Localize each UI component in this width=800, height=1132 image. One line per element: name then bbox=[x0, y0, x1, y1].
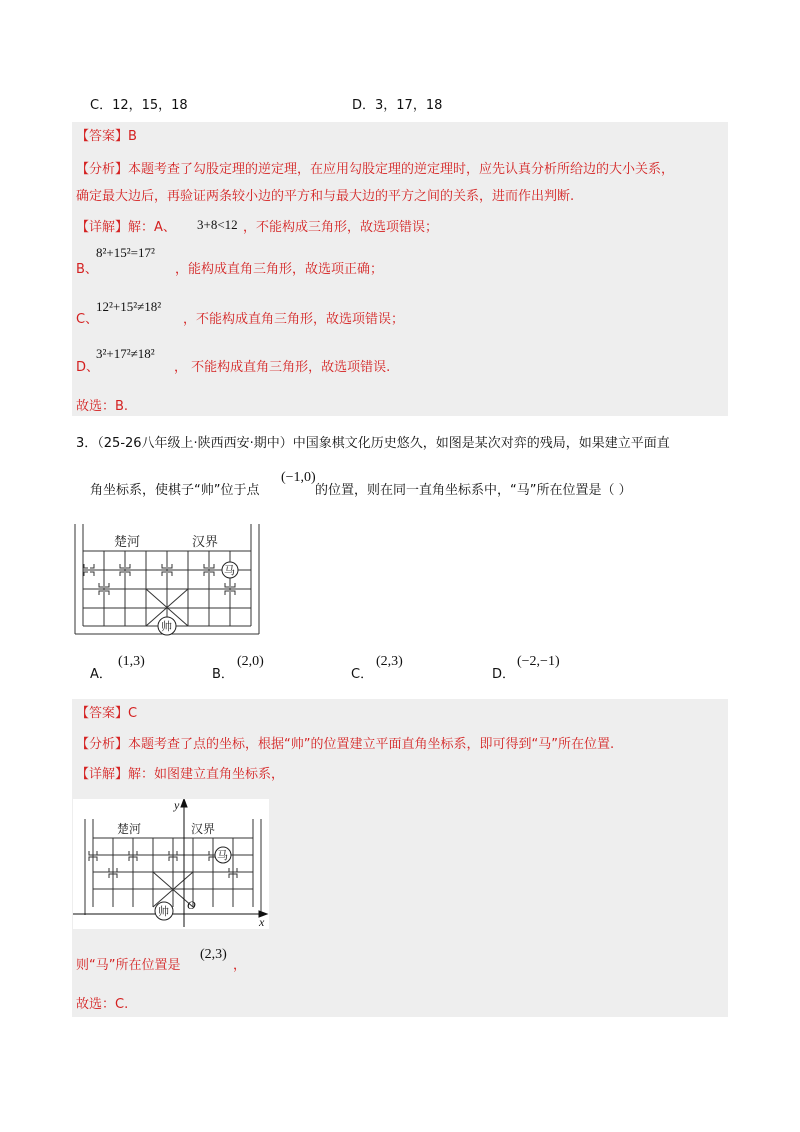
q3-stem-line2b: 的位置，则在同一直角坐标系中，“马”所在位置是（ ） bbox=[315, 483, 632, 498]
analysis-tag: 【分析】 bbox=[76, 162, 129, 177]
detail-tag: 【详解】 bbox=[76, 220, 129, 235]
q3-stem-line1: 3．（25-26八年级上·陕西西安·期中）中国象棋文化历史悠久，如图是某次对弈的残局，如果建立平面直 bbox=[76, 436, 670, 451]
answer-value: B bbox=[128, 129, 137, 144]
detail-c-label: C、 bbox=[76, 312, 99, 327]
option-c-prev: C．12，15，18 bbox=[90, 98, 188, 113]
q3-answer-row bbox=[76, 705, 137, 723]
coordinate-figure bbox=[73, 799, 269, 929]
analysis-text: 本题考查了勾股定理的逆定理，在应用勾股定理的逆定理时，应先认真分析所给边的大小关系， bbox=[128, 162, 675, 177]
y-axis-arrow bbox=[181, 799, 187, 807]
q3-option-c-value: (2,3) bbox=[376, 654, 403, 669]
q3-option-b-value: (2,0) bbox=[237, 654, 264, 669]
river-right-label-2: 汉界 bbox=[191, 822, 216, 836]
ma-piece-label-2: 马 bbox=[217, 850, 228, 862]
shuai-piece-label-2: 帅 bbox=[158, 906, 169, 918]
x-axis-label: x bbox=[259, 915, 265, 929]
detail-d-label: D、 bbox=[76, 360, 100, 375]
position-markers bbox=[84, 564, 235, 595]
origin-label: O bbox=[187, 898, 196, 912]
q3-result-a: 则“马”所在位置是 bbox=[76, 958, 181, 973]
q3-option-b-label: B． bbox=[212, 667, 234, 682]
q2-analysis-line2: 确定最大边后，再验证两条较小边的平方和与最大边的平方之间的关系，进而作出判断. bbox=[76, 189, 575, 204]
detail-a-text: ，不能构成三角形，故选项错误； bbox=[243, 220, 439, 235]
detail-intro: 解：A、 bbox=[128, 220, 176, 235]
detail-d-text: ， 不能构成直角三角形，故选项错误. bbox=[174, 360, 391, 375]
q2-conclusion: 故选：B. bbox=[76, 399, 129, 414]
y-axis-label: y bbox=[174, 799, 180, 812]
math-a: 3+8<12 bbox=[197, 217, 238, 232]
q3-analysis bbox=[76, 736, 614, 754]
analysis-text: 本题考查了点的坐标，根据“帅”的位置建立平面直角坐标系，即可得到“马”所在位置. bbox=[128, 737, 615, 752]
answer-value: C bbox=[128, 706, 138, 721]
q3-stem-point: (−1,0) bbox=[281, 470, 316, 485]
q3-conclusion: 故选：C. bbox=[76, 997, 129, 1012]
answer-tag: 【答案】 bbox=[76, 129, 129, 144]
detail-b-text: ，能构成直角三角形，故选项正确； bbox=[175, 262, 384, 277]
q2-analysis-line1 bbox=[76, 161, 674, 179]
q3-result-b: ， bbox=[233, 958, 247, 973]
q3-detail bbox=[76, 766, 284, 784]
shuai-piece-label: 帅 bbox=[161, 621, 172, 633]
ma-piece-label: 马 bbox=[224, 565, 235, 577]
detail-tag: 【详解】 bbox=[76, 767, 129, 782]
analysis-tag: 【分析】 bbox=[76, 737, 129, 752]
q2-detail-a bbox=[76, 219, 176, 237]
detail-b-label: B、 bbox=[76, 262, 98, 277]
river-left-label: 楚河 bbox=[114, 534, 141, 549]
river-left-label-2: 楚河 bbox=[117, 822, 142, 836]
chess-board-figure bbox=[74, 524, 264, 640]
math-d: 3²+17²≠18² bbox=[96, 346, 155, 361]
q3-option-c-label: C． bbox=[351, 667, 374, 682]
q3-option-d-label: D． bbox=[492, 667, 516, 682]
q3-option-a-value: (1,3) bbox=[118, 654, 145, 669]
option-d-prev: D．3，17，18 bbox=[352, 98, 443, 113]
detail-text: 解：如图建立直角坐标系， bbox=[128, 767, 285, 782]
q2-answer-row bbox=[76, 128, 137, 146]
answer-tag: 【答案】 bbox=[76, 706, 129, 721]
q3-stem-line2a: 角坐标系，使棋子“帅”位于点 bbox=[90, 483, 260, 498]
q3-result-point: (2,3) bbox=[200, 947, 227, 962]
detail-c-text: ，不能构成直角三角形，故选项错误； bbox=[183, 312, 405, 327]
river-right-label: 汉界 bbox=[192, 534, 219, 549]
math-c: 12²+15²≠18² bbox=[96, 299, 162, 314]
q3-option-d-value: (−2,−1) bbox=[517, 654, 560, 669]
math-b: 8²+15²=17² bbox=[96, 245, 155, 260]
q3-option-a-label: A． bbox=[90, 667, 112, 682]
